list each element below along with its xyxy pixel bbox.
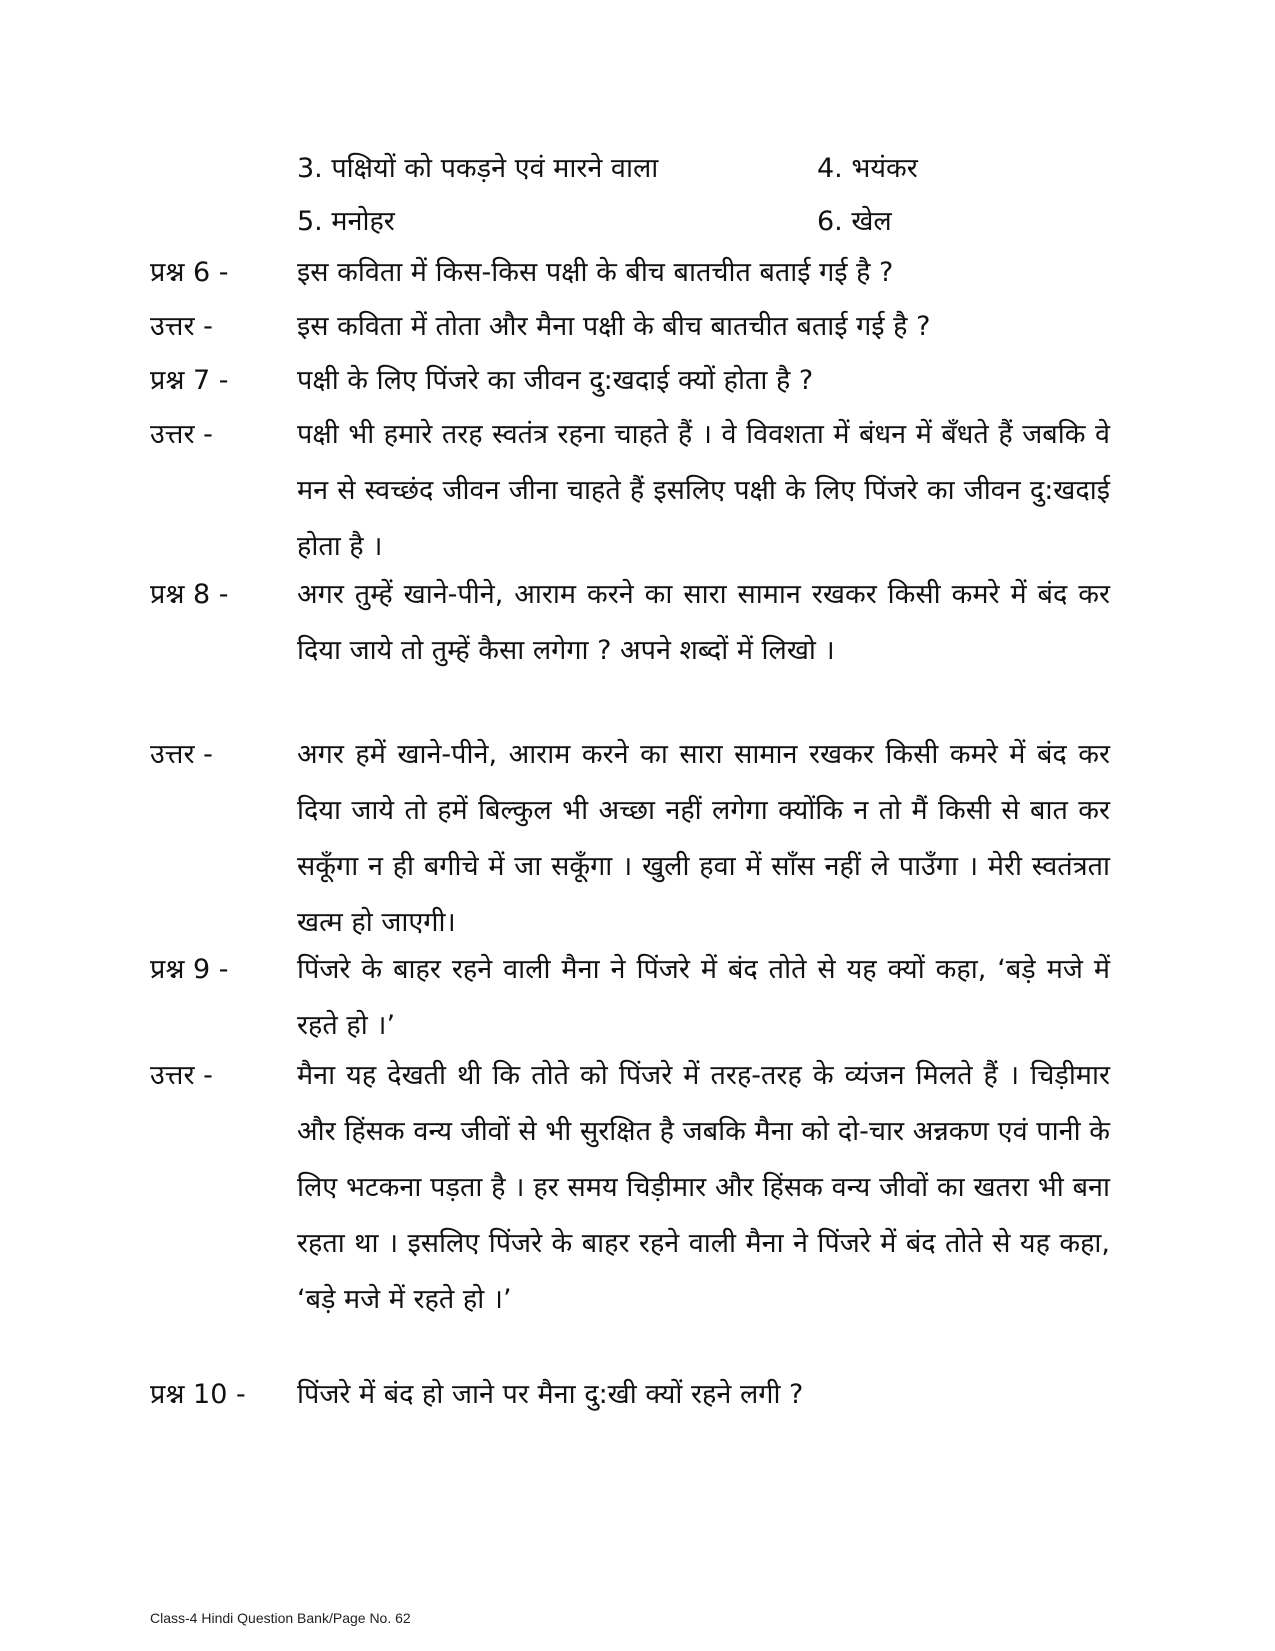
answer-block xyxy=(150,299,1110,355)
answer-text: मैना यह देखती थी कि तोते को पिंजरे में तरह-तरह के व्यंजन मिलते हैं । चिड़ीमार और हिंसक वन्य जीवों से भी सुरक्षित है जबकि मैना को दो-चार अन्नकण एवं पानी के लिए भटकना पड़ता है । हर समय चिड़ीमार और हिंसक वन्य जीवों का खतरा भी बना रहता था । इसलिए पिंजरे के बाहर रहने वाली मैना ने पिंजरे में बंद तोते से यह कहा, ‘बड़े मजे में रहते हो ।’ xyxy=(297,1060,1110,1315)
question-label: प्रश्न 8 - xyxy=(150,579,229,610)
answer-block xyxy=(150,727,1110,951)
answer-block xyxy=(150,407,1110,575)
question-block xyxy=(150,245,1110,301)
option-item: 5. मनोहर xyxy=(297,206,395,237)
answer-label: उत्तर - xyxy=(150,419,213,450)
option-item: 4. भयंकर xyxy=(817,153,918,184)
question-label: प्रश्न 10 - xyxy=(150,1379,246,1410)
question-label: प्रश्न 6 - xyxy=(150,257,229,288)
question-block xyxy=(150,1367,1110,1423)
option-item: 3. पक्षियों को पकड़ने एवं मारने वाला xyxy=(297,153,659,184)
question-label: प्रश्न 9 - xyxy=(150,954,229,985)
question-block xyxy=(150,567,1110,679)
question-block xyxy=(150,942,1110,1054)
question-text: पक्षी के लिए पिंजरे का जीवन दु:खदाई क्यों होता है ? xyxy=(297,365,814,396)
question-text: पिंजरे के बाहर रहने वाली मैना ने पिंजरे में बंद तोते से यह क्यों कहा, ‘बड़े मजे में रहते हो ।’ xyxy=(297,954,1110,1041)
answer-label: उत्तर - xyxy=(150,739,213,770)
question-block xyxy=(150,353,1110,409)
question-text: इस कविता में किस-किस पक्षी के बीच बातचीत बताई गई है ? xyxy=(297,257,894,288)
answer-block xyxy=(150,1048,1110,1328)
answer-text: पक्षी भी हमारे तरह स्वतंत्र रहना चाहते हैं । वे विवशता में बंधन में बँधते हैं जबकि वे मन से स्वच्छंद जीवन जीना चाहते हैं इसलिए पक्षी के लिए पिंजरे का जीवन दु:खदाई होता है । xyxy=(297,419,1110,562)
option-item: 6. खेल xyxy=(817,206,892,237)
page-footer: Class-4 Hindi Question Bank/Page No. 62 xyxy=(150,1610,411,1626)
answer-text: अगर हमें खाने-पीने, आराम करने का सारा सामान रखकर किसी कमरे में बंद कर दिया जाये तो हमें बिल्कुल भी अच्छा नहीं लगेगा क्योंकि न तो मैं किसी से बात कर सकूँगा न ही बगीचे में जा सकूँगा । खुली हवा में साँस नहीं ले पाउँगा । मेरी स्वतंत्रता खत्म हो जाएगी। xyxy=(297,739,1110,938)
answer-label: उत्तर - xyxy=(150,311,213,342)
answer-text: इस कविता में तोता और मैना पक्षी के बीच बातचीत बताई गई है ? xyxy=(297,311,931,342)
question-text: अगर तुम्हें खाने-पीने, आराम करने का सारा सामान रखकर किसी कमरे में बंद कर दिया जाये तो तुम्हें कैसा लगेगा ? अपने शब्दों में लिखो । xyxy=(297,579,1110,666)
question-label: प्रश्न 7 - xyxy=(150,365,229,396)
answer-label: उत्तर - xyxy=(150,1060,213,1091)
question-text: पिंजरे में बंद हो जाने पर मैना दु:खी क्यों रहने लगी ? xyxy=(297,1379,804,1410)
